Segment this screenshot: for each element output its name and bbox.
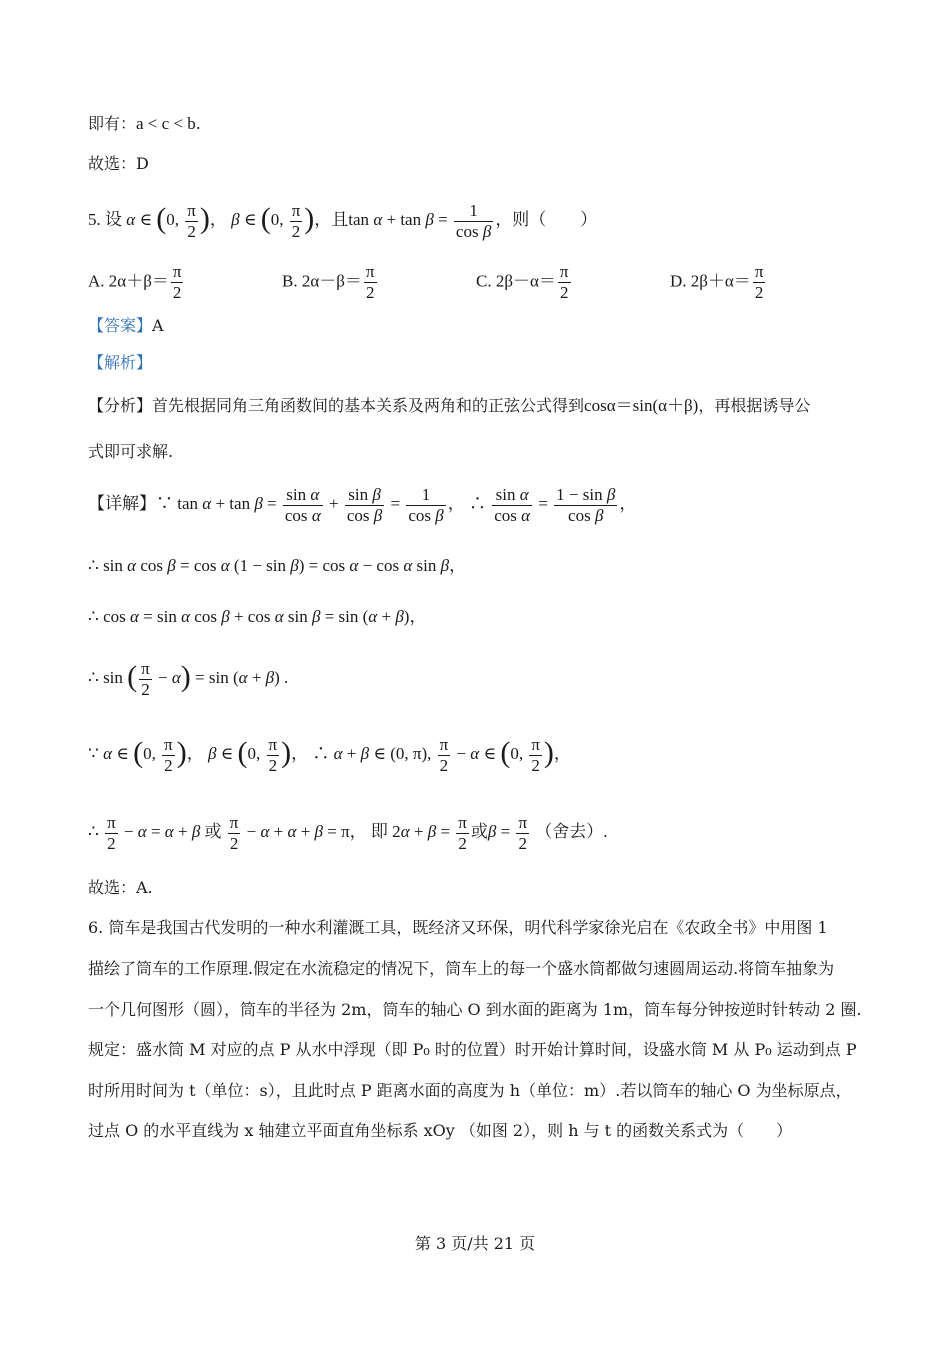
detail-line-2: ∴ sin α cos β = cos α (1 − sin β) = cos α − cos α sin β， bbox=[88, 556, 467, 575]
q5-number: 5. 设 bbox=[88, 210, 122, 229]
q6-line-1: 6. 筒车是我国古代发明的一种水利灌溉工具，既经济又环保，明代科学家徐光启在《农政全书》中用图 1 bbox=[88, 918, 828, 937]
q6-line-4: 规定：盛水筒 M 对应的点 P 从水中浮现（即 P₀ 时的位置）时开始计算时间，设盛水筒 M 从 P₀ 运动到点 P bbox=[88, 1040, 857, 1059]
fenxi-tag: 【分析】 bbox=[88, 396, 153, 415]
option-den: 2 bbox=[172, 283, 182, 302]
option-num: π bbox=[559, 262, 569, 281]
q4-result-line bbox=[88, 110, 880, 138]
detail-line-1: 【详解】∵ tan α + tan β = $\frac{\text{sin α}}{\text{cos α}}$ + $\frac{\text{sin β}}{\text{cos β}}$ = $\frac{1}{\text{cos β}}$ ， ∴ $\frac{\text{sin α}}{\text{cos α}}$ = $\frac{\text{1 − sin β}}{\text{cos β}}$ ， bbox=[88, 484, 637, 525]
result-prefix: 即有： bbox=[88, 114, 137, 133]
option-label: C. bbox=[476, 271, 492, 291]
q4-choice-line: 故选：D bbox=[88, 154, 149, 173]
option-num: π bbox=[365, 262, 375, 281]
option-label: A. bbox=[88, 271, 105, 291]
q6-line-3: 一个几何图形（圆），筒车的半径为 2m，筒车的轴心 O 到水面的距离为 1m，筒车每分钟按逆时针转动 2 圈. bbox=[88, 1000, 862, 1019]
answer-value: A bbox=[152, 316, 164, 335]
fenxi-formula: cosα＝sin(α＋β) bbox=[584, 396, 699, 415]
conclusion-tail: （舍去）. bbox=[535, 822, 608, 841]
result-suffix: . bbox=[195, 114, 201, 133]
option-label: B. bbox=[282, 271, 298, 291]
option-lhs: 2α－β＝ bbox=[301, 271, 362, 291]
option-den: 2 bbox=[559, 283, 569, 302]
q5-then: ，则（ ） bbox=[495, 210, 598, 229]
option-lhs: 2β＋α＝ bbox=[690, 271, 751, 291]
q6-line-6: 过点 O 的水平直线为 x 轴建立平面直角坐标系 xOy （如图 2），则 h 与 t 的函数关系式为（ ） bbox=[88, 1121, 793, 1140]
fenxi-text2: ，再根据诱导公 bbox=[698, 396, 811, 415]
detail-line-3: ∴ cos α = sin α cos β + cos α sin β = sin (α + β)， bbox=[88, 607, 427, 626]
q5-choice-line: 故选：A. bbox=[88, 878, 153, 897]
fenxi-line bbox=[88, 392, 880, 420]
answer-tag: 【答案】 bbox=[88, 316, 153, 335]
analysis-tag: 【解析】 bbox=[88, 353, 153, 372]
q5-comma1: ， bbox=[209, 210, 227, 229]
detail-line-6: ∴ $\frac{\pi}{2}$ − α = α + β 或 $\frac{\pi}{2}$ − α + α + β = π， 即 2α + β = $\frac{\pi}{2}$ 或β = $\frac{\pi}{2}$ （舍去）. bbox=[88, 812, 608, 853]
option-a[interactable] bbox=[88, 262, 185, 303]
detail-tag: 【详解】 bbox=[88, 494, 156, 513]
detail-line-5: ∵ α ∈ (0, $\frac{\pi}{2}$ )， β ∈ (0, $\frac{\pi}{2}$ )， ∴ α + β ∈ (0, π), $\frac{\pi}{2}$ − α ∈ (0, $\frac{\pi}{2}$ )， bbox=[88, 734, 571, 775]
q6-line-5: 时所用时间为 t（单位：s），且此时点 P 距离水面的高度为 h（单位：m）.若以筒车的轴心 O 为坐标原点， bbox=[88, 1081, 852, 1100]
answer-line bbox=[88, 312, 880, 340]
option-c[interactable] bbox=[476, 262, 573, 303]
page-footer: 第 3 页/共 21 页 bbox=[414, 1234, 536, 1253]
option-num: π bbox=[172, 262, 182, 281]
q5-stem: 5. 设 α ∈ (0, $\frac{\pi}{2}$ )， β ∈ (0, $\frac{\pi}{2}$ )，且tan α + tan β = $\frac{1}{\text{cos β}}$ ，则（ ） bbox=[88, 200, 598, 241]
fenxi-text: 首先根据同角三角函数间的基本关系及两角和的正弦公式得到 bbox=[152, 396, 585, 415]
option-lhs: 2α＋β＝ bbox=[108, 271, 169, 291]
option-den: 2 bbox=[365, 283, 375, 302]
option-num: π bbox=[754, 262, 764, 281]
fenxi-line2: 式即可求解. bbox=[88, 442, 174, 461]
option-label: D. bbox=[670, 271, 687, 291]
option-d[interactable] bbox=[670, 262, 767, 303]
option-lhs: 2β－α＝ bbox=[495, 271, 556, 291]
q6-line-2: 描绘了筒车的工作原理.假定在水流稳定的情况下，筒车上的每一个盛水筒都做匀速圆周运动.将筒车抽象为 bbox=[88, 959, 835, 978]
option-den: 2 bbox=[754, 283, 764, 302]
option-b[interactable] bbox=[282, 262, 379, 303]
result-math: a < c < b bbox=[136, 114, 196, 133]
q5-comma2: ，且 bbox=[314, 210, 349, 229]
detail-line-4: ∴ sin ( $\frac{\pi}{2}$ − α) = sin (α + β) . bbox=[88, 658, 289, 699]
